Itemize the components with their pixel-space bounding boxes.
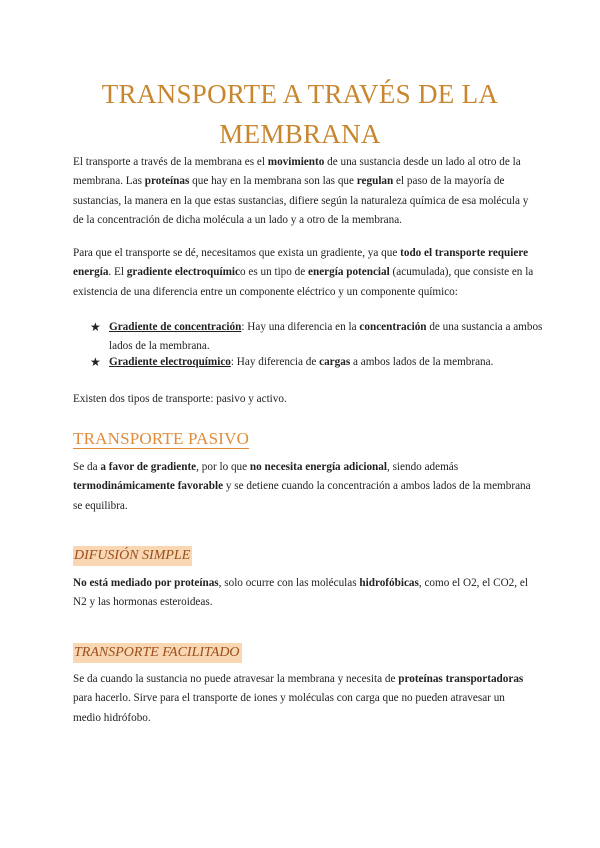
pasivo-text-1: Se da <box>73 461 101 473</box>
pasivo-text-4: y se detiene cuando la concentración a ambos lados de la membrana se equilibra. <box>73 480 531 512</box>
bullet-concentracion <box>90 318 554 357</box>
heading-transporte-pasivo-text: TRANSPORTE PASIVO <box>73 429 250 448</box>
intro-text-3: que hay en la membrana son las que <box>189 175 357 188</box>
difusion-text-1: , solo ocurre con las moléculas <box>218 577 360 589</box>
bullet-text-3: : Hay diferencia de <box>230 356 320 368</box>
pasivo-bold-termodinamicamente: termodinámicamente favorable <box>73 480 224 493</box>
intro-text-2: de una sustancia desde un lado al otro de la membrana. Las <box>73 156 521 188</box>
pasivo-bold-gradiente: a favor de gradiente <box>100 461 197 473</box>
gradient-bold-potencial: energía potencial <box>308 266 390 279</box>
gradient-text-3: o es un tipo de <box>239 266 309 279</box>
difusion-text-2: , como el O2, el CO2, el N2 y las hormonas esteroideas. <box>73 577 528 609</box>
intro-text-4: el paso de la mayoría de sustancias, la manera en la que estas sustancias, difiere según la naturaleza química de esa molécula y de la concentración de dicha molécula a un lado y a otro de la membrana. <box>73 175 529 226</box>
facilitado-bold-proteinas: proteínas transportadoras <box>398 673 524 685</box>
star-bullet-icon: ★ <box>90 320 101 334</box>
title-line-1: TRANSPORTE A TRAVÉS DE LA <box>101 79 499 109</box>
intro-paragraph <box>73 153 535 230</box>
bullet-label-concentracion: Gradiente de concentración <box>109 321 242 333</box>
gradient-text-4: (acumulada), que consiste en la existencia de una diferencia entre un componente eléctrico y un componente químico: <box>73 266 534 298</box>
pasivo-paragraph <box>73 458 535 516</box>
gradient-text-1: Para que el transporte se dé, necesitamos que exista un gradiente, ya que <box>73 247 401 259</box>
pasivo-bold-energia: no necesita energía adicional <box>249 461 387 473</box>
difusion-paragraph <box>73 574 535 613</box>
page-title <box>60 74 540 154</box>
difusion-bold-hidrofobicas: hidrofóbicas <box>359 577 419 589</box>
heading-transporte-pasivo <box>73 428 249 450</box>
gradient-bold-energia: todo el transporte requiere energía <box>73 247 529 279</box>
bullet-electroquimico <box>90 353 554 372</box>
pasivo-text-3: , siendo además <box>386 461 459 473</box>
bullet-text-2: de una sustancia a ambos lados de la membrana. <box>109 321 543 353</box>
heading-difusion-simple: DIFUSIÓN SIMPLE <box>73 546 192 566</box>
facilitado-text-2: para hacerlo. Sirve para el transporte de iones y moléculas con carga que no pueden atravesar un medio hidrófobo. <box>73 692 505 724</box>
gradient-paragraph <box>73 244 535 302</box>
heading-transporte-facilitado: TRANSPORTE FACILITADO <box>73 643 242 663</box>
bullet-bold-cargas: cargas <box>319 356 351 368</box>
bullet-text-4: a ambos lados de la membrana. <box>350 356 494 368</box>
bullet-bold-concentracion: concentración <box>359 321 427 333</box>
intro-bold-movimiento: movimiento <box>267 156 325 168</box>
intro-text-1: El transporte a través de la membrana es el <box>73 156 268 168</box>
facilitado-text-1: Se da cuando la sustancia no puede atravesar la membrana y necesita de <box>73 673 399 685</box>
gradient-text-2: . El <box>108 266 127 279</box>
facilitado-paragraph <box>73 670 535 728</box>
intro-bold-regulan: regulan <box>356 175 394 188</box>
gradient-bold-electroquimico: gradiente electroquímic <box>126 266 240 279</box>
bullet-label-electroquimico: Gradiente electroquímico <box>109 356 231 368</box>
pasivo-text-2: , por lo que <box>196 461 250 473</box>
difusion-bold-proteinas: No está mediado por proteínas <box>73 577 219 589</box>
types-paragraph: Existen dos tipos de transporte: pasivo y activo. <box>73 393 287 405</box>
bullet-text-1: : Hay una diferencia en la <box>241 321 360 333</box>
title-line-2: MEMBRANA <box>219 119 381 149</box>
intro-bold-proteinas: proteínas <box>144 175 190 188</box>
star-bullet-icon: ★ <box>90 355 101 369</box>
